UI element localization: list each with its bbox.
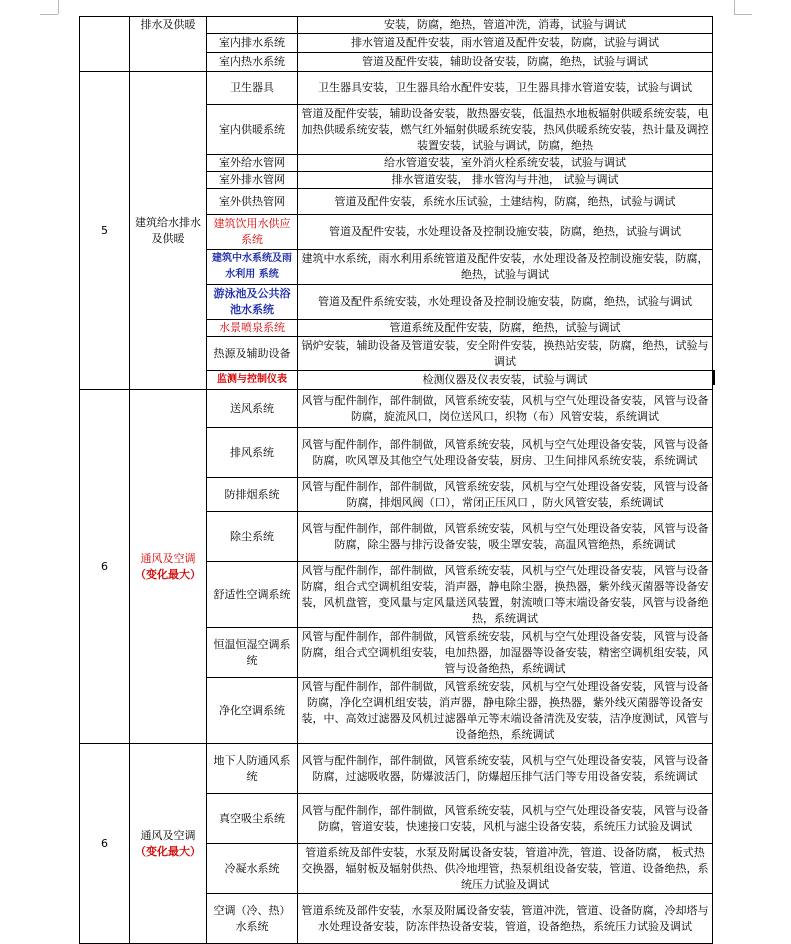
work-items: 管道及配件安装，辅助设备安装，防腐，绝热，试验与调试	[298, 53, 713, 72]
subdivision-name: 建筑饮用水供应系统	[207, 215, 298, 250]
crop-mark-top-right-h	[734, 14, 752, 15]
subdivision-name: 舒适性空调系统	[207, 562, 298, 628]
subdivision-name: 室外供热管网	[207, 189, 298, 215]
subdivision-name: 送风系统	[207, 390, 298, 428]
work-items: 风管与配件制作，部件制做，风管系统安装，风机与空气处理设备安装，风管与设备防腐，除尘器与排污设备安装，吸尘罩安装，高温风管绝热，系统调试	[298, 512, 713, 562]
spec-table	[79, 16, 713, 944]
section-number: 5	[80, 72, 130, 390]
subdivision-name: 室内排水系统	[207, 34, 298, 53]
subdivision-name: 地下人防通风系统	[207, 744, 298, 794]
work-items: 管道系统及配件安装，防腐，绝热，试验与调试	[298, 320, 713, 337]
section-number	[80, 17, 130, 72]
table-row	[80, 17, 713, 34]
subdivision-name: 真空吸尘系统	[207, 794, 298, 844]
work-items: 风管与配件制作，部件制做，风管系统安装，风机与空气处理设备安装，风管与设备防腐，吹风罩及其他空气处理设备安装，厨房、卫生间排风系统安装，系统调试	[298, 428, 713, 478]
subdivision-name: 净化空调系统	[207, 678, 298, 744]
work-items: 风管与配件制作，部件制做，风管系统安装，风机与空气处理设备安装，风管与设备防腐，组合式空调机组安装，电加热器，加湿器等设备安装，精密空调机组安装，风管与设备绝热，系统调试	[298, 628, 713, 678]
work-items: 管道系统及部件安装，水泵及附属设备安装，管道冲洗，管道、设备防腐， 板式热交换器，辐射板及辐射供热、供冷地埋管，热泵机组设备安装，管道、设备绝热，系统压力试验及调试	[298, 844, 713, 894]
table-row	[80, 390, 713, 428]
subdivision-name: 室内热水系统	[207, 53, 298, 72]
subdivision-name: 监测与控制仪表	[207, 371, 298, 390]
work-items: 排水管道及配件安装，雨水管道及配件安装，防腐，试验与调试	[298, 34, 713, 53]
subdivision-name: 恒温恒湿空调系统	[207, 628, 298, 678]
subdivision-name: 防排烟系统	[207, 478, 298, 512]
division-name	[130, 744, 207, 944]
subdivision-name: 热源及辅助设备	[207, 337, 298, 371]
subdivision-name: 室外给水管网	[207, 155, 298, 172]
division-note: （变化最大）	[135, 844, 201, 858]
work-items: 给水管道安装，室外消火栓系统安装，试验与调试	[298, 155, 713, 172]
division-name: 建筑给水排水及供暖	[130, 72, 207, 390]
work-items: 管道及配件安装，辅助设备安装，散热器安装，低温热水地板辐射供暖系统安装，电加热供暖系统安装，燃气红外辐射供暖系统安装，热风供暖系统安装，热计量及调控装置安装，试验与调试，防腐，绝热	[298, 105, 713, 155]
work-items: 检测仪器及仪表安装，试验与调试	[298, 371, 713, 390]
table-row	[80, 72, 713, 105]
work-items: 风管与配件制作，部件制做，风管系统安装，风机与空气处理设备安装，风管与设备防腐，旋流风口，岗位送风口，织物（布）风管安装，系统调试	[298, 390, 713, 428]
subdivision-name: 空调（冷、热）水系统	[207, 894, 298, 944]
subdivision-name: 除尘系统	[207, 512, 298, 562]
work-items: 建筑中水系统，雨水利用系统管道及配件安装，水处理设备及控制设施安装，防腐，绝热，试验与调试	[298, 250, 713, 285]
text-cursor	[713, 370, 715, 385]
work-items: 锅炉安装，辅助设备及管道安装，安全附件安装，换热站安装，防腐，绝热，试验与调试	[298, 337, 713, 371]
work-items: 管道系统及部件安装，水泵及附属设备安装，管道冲洗，管道、设备防腐，冷却塔与水处理设备安装，防冻伴热设备安装，管道，设备绝热，系统压力试验及调试	[298, 894, 713, 944]
division-name: 排水及供暖	[130, 17, 207, 72]
section-number: 6	[80, 390, 130, 744]
work-items: 卫生器具安装，卫生器具给水配件安装，卫生器具排水管道安装，试验与调试	[298, 72, 713, 105]
work-items: 安装，防腐，绝热，管道冲洗，消毒，试验与调试	[298, 17, 713, 34]
subdivision-name: 冷凝水系统	[207, 844, 298, 894]
division-name	[130, 390, 207, 744]
crop-mark-top-right-v	[734, 0, 735, 14]
subdivision-name: 室外排水管网	[207, 172, 298, 189]
division-title: 通风及空调	[140, 551, 196, 565]
crop-mark-top-left-h	[40, 14, 58, 15]
subdivision-name: 水景喷泉系统	[207, 320, 298, 337]
work-items: 风管与配件制作，部件制做，风管系统安装，风机与空气处理设备安装，风管与设备防腐，组合式空调机组安装，消声器，静电除尘器，换热器，紫外线灭菌器等设备安装，风机盘管，变风量与定风量送风装置，射流喷口等末端设备安装，风管与设备绝热，系统调试	[298, 562, 713, 628]
crop-mark-top-left-v	[58, 0, 59, 14]
work-items: 管道及配件安装，系统水压试验，土建结构，防腐，绝热，试验与调试	[298, 189, 713, 215]
subdivision-name	[207, 17, 298, 34]
work-items: 管道及配件安装，水处理设备及控制设施安装，防腐，绝热，试验与调试	[298, 215, 713, 250]
subdivision-name: 游泳池及公共浴池水系统	[207, 285, 298, 320]
work-items: 风管与配件制作，部件制做，风管系统安装，风机与空气处理设备安装，风管与设备防腐，过滤吸收器，防爆波活门，防爆超压排气活门等专用设备安装，系统调试	[298, 744, 713, 794]
work-items: 风管与配件制作，部件制做，风管系统安装，风机与空气处理设备安装，风管与设备防腐，排烟风阀（口），常闭正压风口 ，防火风管安装，系统调试	[298, 478, 713, 512]
subdivision-name: 卫生器具	[207, 72, 298, 105]
division-title: 通风及空调	[140, 828, 196, 842]
subdivision-name: 建筑中水系统及雨水利用 系统	[207, 250, 298, 285]
subdivision-name: 排风系统	[207, 428, 298, 478]
work-items: 管道及配件系统安装，水处理设备及控制设施安装，防腐，绝热，试验与调试	[298, 285, 713, 320]
section-number: 6	[80, 744, 130, 944]
division-note: （变化最大）	[135, 567, 201, 581]
work-items: 风管与配件制作，部件制做，风管系统安装，风机与空气处理设备安装，风管与设备防腐，管道安装，快速接口安装，风机与滤尘设备安装，系统压力试验及调试	[298, 794, 713, 844]
work-items: 风管与配件制作，部件制做，风管系统安装，风机与空气处理设备安装，风管与设备防腐，净化空调机组安装，消声器，静电除尘器，换热器，紫外线灭菌器等设备安装，中、高效过滤器及风机过滤器单元等末端设备清洗及安装，洁净度测试，风管与设备绝热，系统调试	[298, 678, 713, 744]
subdivision-name: 室内供暖系统	[207, 105, 298, 155]
work-items: 排水管道安装， 排水管沟与井池， 试验与调试	[298, 172, 713, 189]
table-row	[80, 744, 713, 794]
